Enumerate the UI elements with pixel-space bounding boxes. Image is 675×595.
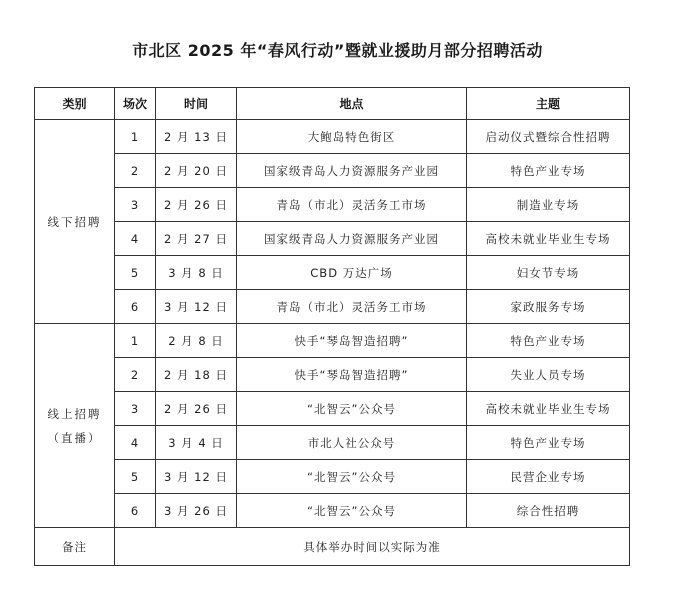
- location-cell: “北智云”公众号: [237, 460, 467, 494]
- table-row: [35, 324, 630, 358]
- session-cell: 6: [115, 290, 156, 324]
- date-cell: 2 月 20 日: [156, 154, 237, 188]
- date-cell: 2 月 27 日: [156, 222, 237, 256]
- date-cell: 3 月 12 日: [156, 290, 237, 324]
- session-cell: 5: [115, 460, 156, 494]
- location-cell: 快手“琴岛智造招聘”: [237, 358, 467, 392]
- header-location: 地点: [237, 88, 467, 120]
- location-cell: 青岛（市北）灵活务工市场: [237, 290, 467, 324]
- session-cell: 1: [115, 324, 156, 358]
- date-cell: 2 月 26 日: [156, 188, 237, 222]
- location-cell: CBD 万达广场: [237, 256, 467, 290]
- header-theme: 主题: [467, 88, 630, 120]
- table-header-row: [35, 88, 630, 120]
- header-time: 时间: [156, 88, 237, 120]
- date-cell: 3 月 8 日: [156, 256, 237, 290]
- table-row: [35, 154, 630, 188]
- location-cell: 快手“琴岛智造招聘”: [237, 324, 467, 358]
- session-cell: 6: [115, 494, 156, 528]
- location-cell: “北智云”公众号: [237, 494, 467, 528]
- header-session: 场次: [115, 88, 156, 120]
- theme-cell: 特色产业专场: [467, 324, 630, 358]
- theme-cell: 启动仪式暨综合性招聘: [467, 120, 630, 154]
- category-online-label: 线上招聘: [47, 406, 102, 421]
- table-row: [35, 222, 630, 256]
- date-cell: 2 月 18 日: [156, 358, 237, 392]
- theme-cell: 综合性招聘: [467, 494, 630, 528]
- date-cell: 2 月 8 日: [156, 324, 237, 358]
- session-cell: 3: [115, 392, 156, 426]
- page-title: 市北区 2025 年“春风行动”暨就业援助月部分招聘活动: [132, 41, 543, 60]
- note-row: [35, 528, 630, 566]
- theme-cell: 特色产业专场: [467, 154, 630, 188]
- category-online-sublabel: （直播）: [47, 430, 102, 445]
- location-cell: “北智云”公众号: [237, 392, 467, 426]
- note-text: 具体举办时间以实际为准: [115, 528, 630, 566]
- theme-cell: 高校未就业毕业生专场: [467, 392, 630, 426]
- session-cell: 2: [115, 358, 156, 392]
- recruitment-events-table: [34, 87, 630, 566]
- table-row: [35, 358, 630, 392]
- table-row: [35, 494, 630, 528]
- session-cell: 4: [115, 426, 156, 460]
- theme-cell: 家政服务专场: [467, 290, 630, 324]
- session-cell: 1: [115, 120, 156, 154]
- location-cell: 国家级青岛人力资源服务产业园: [237, 222, 467, 256]
- location-cell: 市北人社公众号: [237, 426, 467, 460]
- table-row: [35, 290, 630, 324]
- date-cell: 3 月 12 日: [156, 460, 237, 494]
- theme-cell: 特色产业专场: [467, 426, 630, 460]
- theme-cell: 高校未就业毕业生专场: [467, 222, 630, 256]
- header-category: 类别: [35, 88, 115, 120]
- session-cell: 2: [115, 154, 156, 188]
- category-online: [35, 324, 115, 528]
- session-cell: 5: [115, 256, 156, 290]
- note-label: 备注: [35, 528, 115, 566]
- table-row: [35, 392, 630, 426]
- date-cell: 3 月 26 日: [156, 494, 237, 528]
- table-row: [35, 188, 630, 222]
- theme-cell: 民营企业专场: [467, 460, 630, 494]
- table-row: [35, 426, 630, 460]
- session-cell: 4: [115, 222, 156, 256]
- date-cell: 3 月 4 日: [156, 426, 237, 460]
- location-cell: 青岛（市北）灵活务工市场: [237, 188, 467, 222]
- table-row: [35, 460, 630, 494]
- table-row: [35, 256, 630, 290]
- date-cell: 2 月 13 日: [156, 120, 237, 154]
- location-cell: 国家级青岛人力资源服务产业园: [237, 154, 467, 188]
- session-cell: 3: [115, 188, 156, 222]
- theme-cell: 制造业专场: [467, 188, 630, 222]
- date-cell: 2 月 26 日: [156, 392, 237, 426]
- category-offline: 线下招聘: [35, 120, 115, 324]
- theme-cell: 妇女节专场: [467, 256, 630, 290]
- theme-cell: 失业人员专场: [467, 358, 630, 392]
- table-row: [35, 120, 630, 154]
- location-cell: 大鲍岛特色街区: [237, 120, 467, 154]
